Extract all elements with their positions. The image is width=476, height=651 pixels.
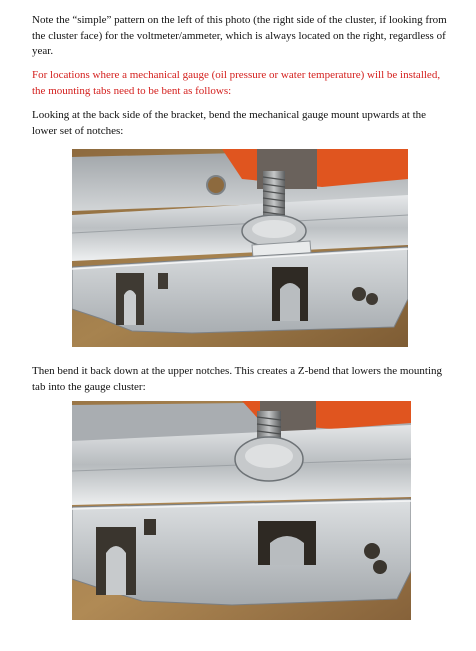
bend-down-instruction: Then bend it back down at the upper notches. This creates a Z-bend that lowers the mounting tab into the gauge cluster: bbox=[32, 365, 443, 393]
mechanical-gauge-note: For locations where a mechanical gauge (oil pressure or water temperature) will be installed, the mounting tabs need to be bent as follows: bbox=[32, 69, 441, 97]
bracket-bend-up-photo bbox=[72, 149, 408, 347]
z-bend-photo bbox=[72, 401, 411, 620]
intro-paragraph: Note the “simple” pattern on the left of this photo (the right side of the cluster, if looking from the cluster face) for the voltmeter/ammeter, which is always located on the right, regardless of year. bbox=[32, 14, 447, 57]
bend-upwards-instruction: Looking at the back side of the bracket, bend the mechanical gauge mount upwards at the lower set of notches: bbox=[32, 109, 427, 137]
